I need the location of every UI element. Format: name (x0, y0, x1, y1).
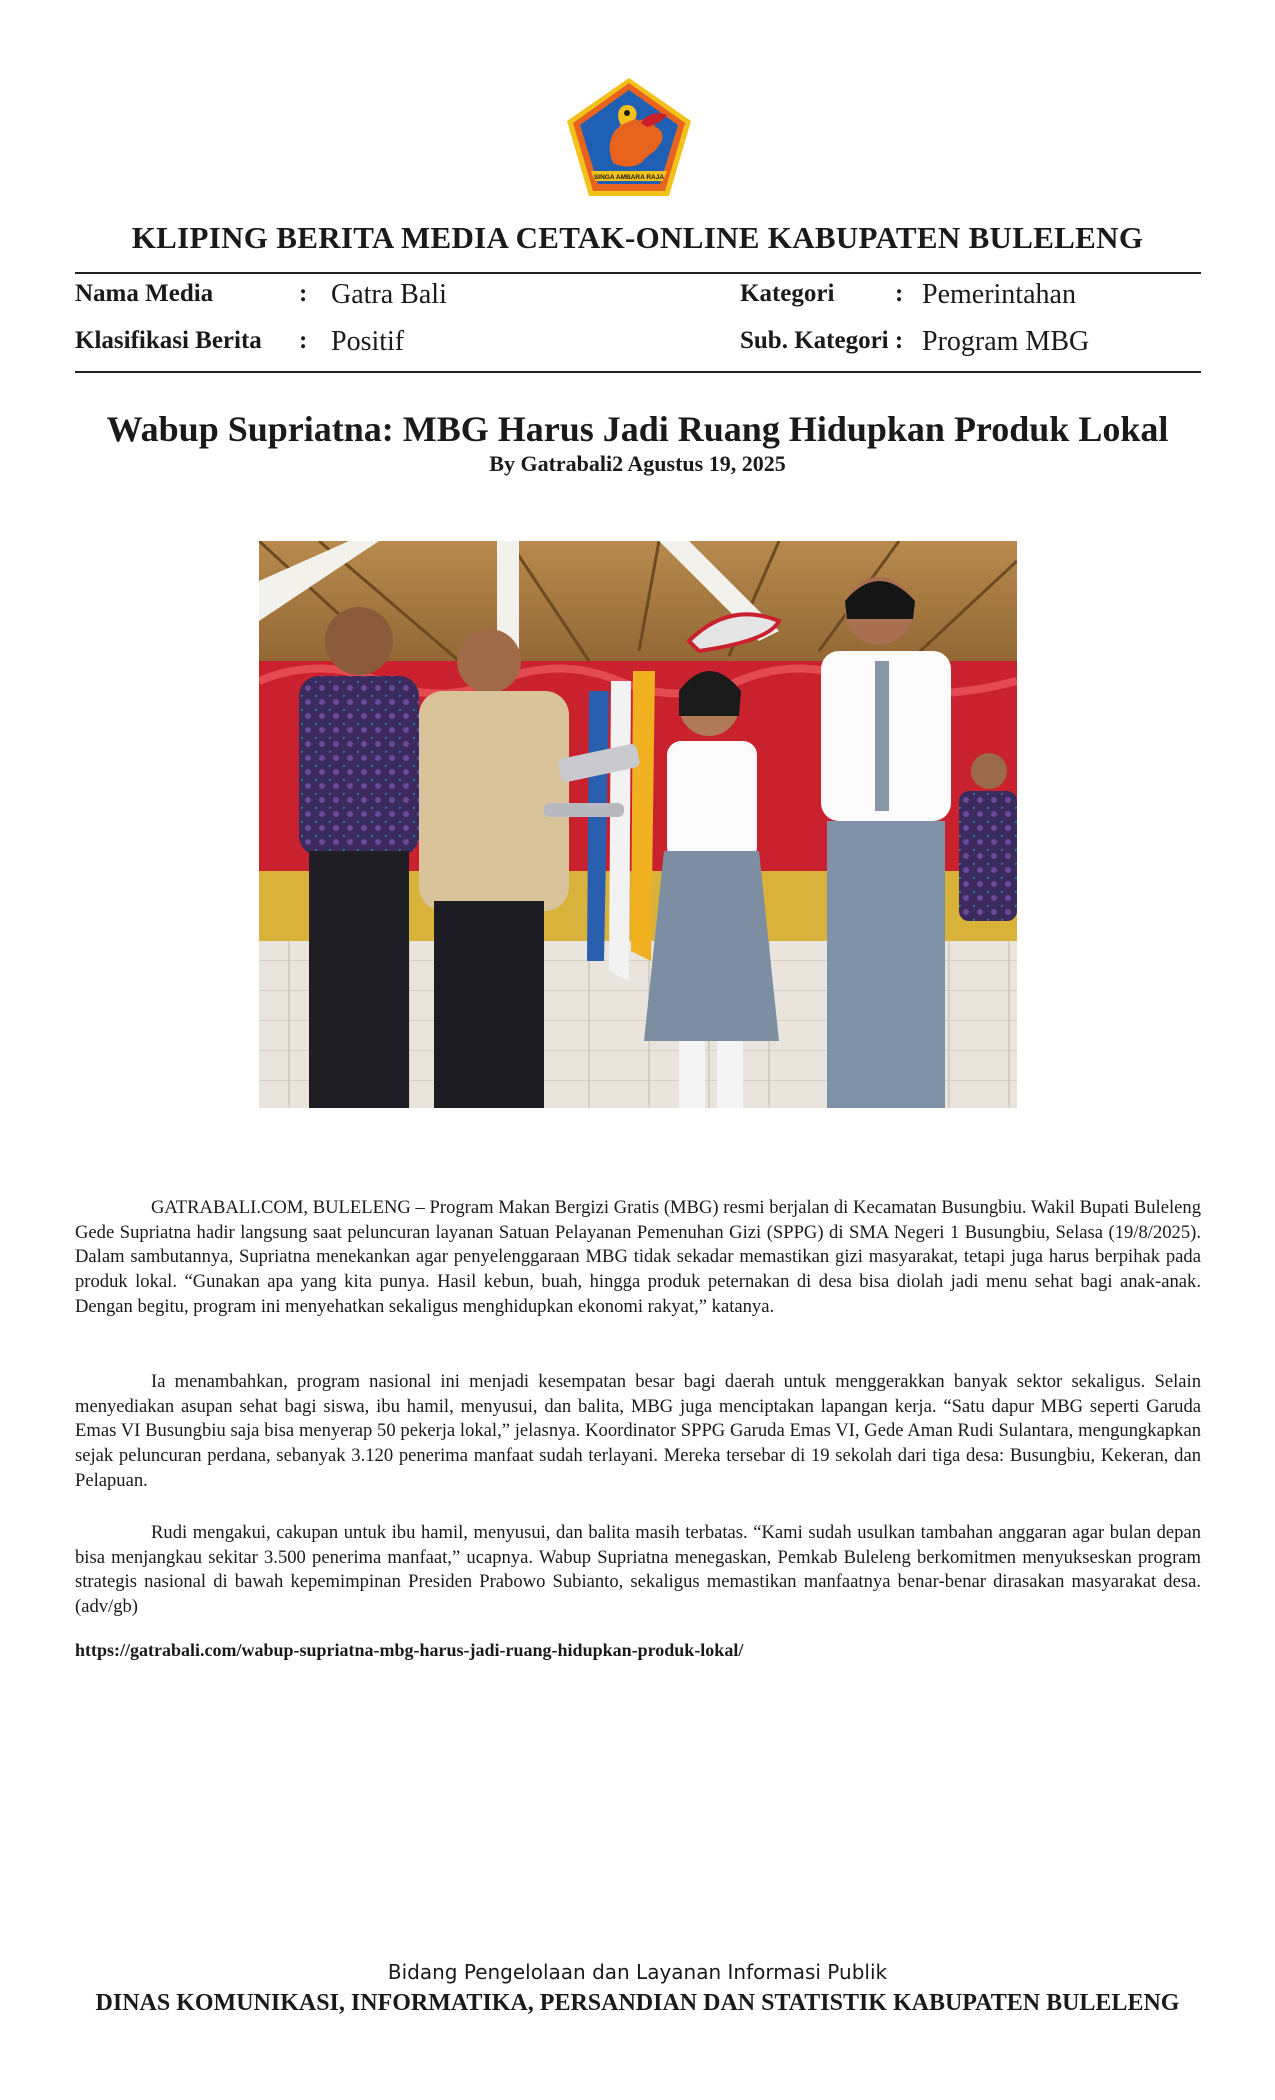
kategori-label: Kategori (740, 280, 835, 307)
klasifikasi-label: Klasifikasi Berita (75, 327, 262, 354)
header-divider (75, 272, 1201, 274)
subkategori-value: Program MBG (922, 326, 1090, 357)
crest-motto: SINGA AMBARA RAJA (593, 174, 665, 181)
news-photo-icon (259, 541, 1017, 1108)
media-label: Nama Media (75, 280, 214, 307)
media-value: Gatra Bali (331, 279, 447, 310)
meta-divider (75, 371, 1201, 373)
article-headline: Wabup Supriatna: MBG Harus Jadi Ruang Hidupkan Produk Lokal (106, 409, 1169, 449)
subkategori-label: Sub. Kategori : (740, 327, 904, 354)
footer-agency: DINAS KOMUNIKASI, INFORMATIKA, PERSANDIAN DAN STATISTIK KABUPATEN BULELENG (95, 1990, 1180, 2016)
paragraph-text: Rudi mengakui, cakupan untuk ibu hamil, menyusui, dan balita masih terbatas. “Kami sudah usulkan tambahan anggaran agar bulan depan bisa menjangkau sekitar 3.500 penerima manfaat,” ucapnya. Wabup Supriatna menegaskan, Pemkab Buleleng berkomitmen menyukseskan program strategis nasional di bawah kepemimpinan Presiden Prabowo Subianto, sekaligus memastikan manfaatnya benar-benar dirasakan masyarakat desa.(adv/gb) (75, 1522, 1201, 1618)
klasifikasi-colon: : (299, 327, 308, 354)
klasifikasi-value: Positif (331, 326, 405, 357)
regency-crest-icon (563, 75, 695, 199)
document-title: KLIPING BERITA MEDIA CETAK-ONLINE KABUPATEN BULELENG (131, 220, 1144, 255)
kategori-value: Pemerintahan (922, 279, 1076, 310)
article-paragraph-1 (75, 1196, 1201, 1320)
media-colon: : (299, 280, 308, 307)
paragraph-text: GATRABALI.COM, BULELENG – Program Makan Bergizi Gratis (MBG) resmi berjalan di Kecamatan Busungbiu. Wakil Bupati Buleleng Gede Supriatna hadir langsung saat peluncuran layanan Satuan Pelayanan Pemenuhan Gizi (SPPG) di SMA Negeri 1 Busungbiu, Selasa (19/8/2025). Dalam sambutannya, Supriatna menekankan agar penyelenggaraan MBG tidak sekadar memastikan gizi masyarakat, tetapi juga harus berpihak pada produk lokal. “Gunakan apa yang kita punya. Hasil kebun, buah, hingga produk peternakan di desa bisa diolah jadi menu sehat bagi anak-anak. Dengan begitu, program ini menyehatkan sekaligus menghidupkan ekonomi rakyat,” katanya. (75, 1197, 1201, 1317)
kategori-colon: : (895, 280, 904, 307)
paragraph-text: Ia menambahkan, program nasional ini menjadi kesempatan besar bagi daerah untuk menggerakkan banyak sektor sekaligus. Selain menyediakan asupan sehat bagi siswa, ibu hamil, menyusui, dan balita, MBG juga menciptakan lapangan kerja. “Satu dapur MBG seperti Garuda Emas VI Busungbiu saja bisa menyerap 50 pekerja lokal,” jelasnya. Koordinator SPPG Garuda Emas VI, Gede Aman Rudi Sulantara, mengungkapkan sejak peluncuran perdana, sebanyak 3.120 penerima manfaat sudah terlayani. Mereka tersebar di 19 sekolah dari tiga desa: Busungbiu, Kekeran, dan Pelapuan. (75, 1371, 1201, 1491)
article-paragraph-2 (75, 1370, 1201, 1494)
article-byline: By Gatrabali2 Agustus 19, 2025 (489, 451, 786, 476)
footer-division: Bidang Pengelolaan dan Layanan Informasi Publik (387, 1960, 888, 1984)
source-link[interactable]: https://gatrabali.com/wabup-supriatna-mbg-harus-jadi-ruang-hidupkan-produk-lokal/ (75, 1640, 744, 1660)
article-paragraph-3 (75, 1521, 1201, 1620)
